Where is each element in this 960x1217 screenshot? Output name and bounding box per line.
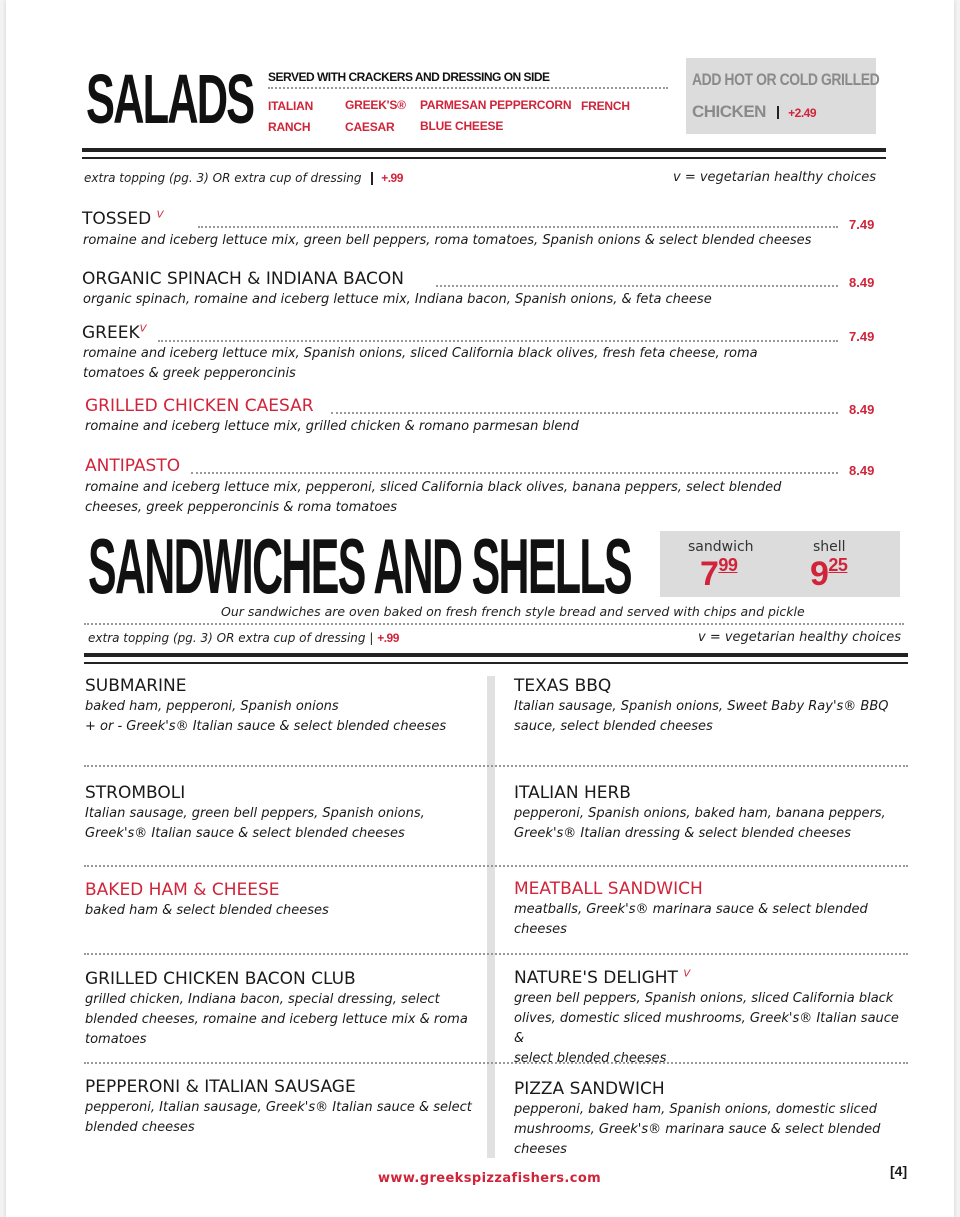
dressing-italian: ITALIAN [268, 99, 314, 113]
salad-price: 8.49 [849, 275, 875, 290]
sandwiches-veg-note: v = vegetarian healthy choices [698, 630, 901, 645]
sandwich-desc: Italian sausage, green bell peppers, Spanish onions, Greek's® Italian sauce & select blended cheeses [85, 806, 425, 841]
salads-rule-top [82, 148, 886, 152]
sandwich-desc: baked ham & select blended cheeses [85, 903, 329, 918]
row-separator [84, 953, 908, 955]
grilled-chicken-box [686, 58, 880, 134]
vegetarian-mark: V [139, 323, 147, 335]
grilled-chicken-price: +2.49 [788, 106, 817, 120]
salad-name: GREEK [82, 323, 140, 343]
price-divider [777, 106, 779, 119]
sandwiches-rule-bottom [84, 662, 908, 664]
sandwich-stromboli: STROMBOLI [85, 783, 186, 803]
salad-item-grilled-chicken-caesar: GRILLED CHICKEN CAESAR [85, 396, 314, 416]
sandwich-name: NATURE'S DELIGHT [514, 968, 678, 988]
salads-extra-price: +.99 [381, 171, 403, 185]
shell-label: shell [813, 539, 846, 555]
sandwich-submarine: SUBMARINE [85, 676, 187, 696]
sandwich-desc: grilled chicken, Indiana bacon, special dressing, select blended cheeses, romaine and iceberg lettuce mix & roma tomatoes [85, 992, 468, 1047]
sandwich-price-box [660, 531, 900, 597]
sandwiches-subtitle: Our sandwiches are oven baked on fresh french style bread and served with chips and pickle [221, 604, 805, 619]
dressing-blue-cheese: BLUE CHEESE [420, 119, 504, 133]
dot-leader [191, 472, 838, 474]
shell-price-cents: 25 [828, 555, 848, 575]
sandwich-price-cents: 99 [718, 555, 738, 575]
served-with-text: SERVED WITH CRACKERS AND DRESSING ON SIDE [268, 70, 550, 84]
sandwich-desc: pepperoni, Italian sausage, Greek's® Italian sauce & select blended cheeses [85, 1100, 472, 1135]
sandwiches-extra-text: extra topping (pg. 3) OR extra cup of dressing | [88, 631, 374, 645]
sandwich-price [700, 555, 737, 594]
salads-extra-text: extra topping (pg. 3) OR extra cup of dressing [84, 171, 362, 185]
grilled-chicken-line2: CHICKEN [692, 102, 766, 121]
salad-item-spinach: ORGANIC SPINACH & INDIANA BACON [82, 269, 404, 289]
dot-leader [436, 285, 838, 287]
dressing-parmesan-peppercorn: PARMESAN PEPPERCORN [420, 98, 572, 112]
dressing-ranch: RANCH [268, 120, 311, 134]
shell-price [810, 555, 847, 594]
sandwich-desc: baked ham, pepperoni, Spanish onions + or - Greek's® Italian sauce & select blended cheeses [85, 699, 447, 734]
sandwiches-extra-price: +.99 [377, 631, 399, 645]
salads-veg-note: v = vegetarian healthy choices [673, 170, 876, 185]
shell-price-whole: 9 [810, 555, 829, 593]
sandwich-pizza: PIZZA SANDWICH [514, 1079, 665, 1099]
salad-desc: organic spinach, romaine and iceberg lettuce mix, Indiana bacon, Spanish onions, & feta cheese [83, 292, 712, 307]
dot-leader [331, 412, 838, 414]
salad-desc: romaine and iceberg lettuce mix, pepperoni, sliced California black olives, banana peppers, select blended cheeses, greek pepperoncinis & roma tomatoes [85, 480, 782, 515]
subtitle-dots [84, 623, 904, 625]
sandwich-texas-bbq: TEXAS BBQ [514, 676, 612, 696]
menu-page [6, 0, 954, 1217]
sandwich-grilled-chicken-bacon-club: GRILLED CHICKEN BACON CLUB [85, 969, 356, 989]
dressing-caesar: CAESAR [345, 120, 395, 134]
sandwich-meatball: MEATBALL SANDWICH [514, 879, 703, 899]
sandwich-label: sandwich [688, 539, 754, 555]
sandwich-desc: pepperoni, Spanish onions, baked ham, banana peppers, Greek's® Italian dressing & select blended cheeses [514, 806, 886, 841]
salads-rule-bottom [82, 157, 886, 159]
salad-item-antipasto: ANTIPASTO [85, 456, 181, 476]
salad-price: 7.49 [849, 217, 875, 232]
sandwich-price-whole: 7 [700, 555, 719, 593]
sandwich-desc: pepperoni, baked ham, Spanish onions, domestic sliced mushrooms, Greek's® marinara sauce & select blended cheeses [514, 1102, 881, 1157]
salad-price: 8.49 [849, 463, 875, 478]
dressing-greeks: GREEK'S® [345, 98, 406, 112]
sandwiches-title: SANDWICHES AND SHELLS [88, 522, 631, 610]
served-with-dots [268, 87, 668, 89]
row-separator [84, 765, 908, 767]
sandwich-desc: green bell peppers, Spanish onions, sliced California black olives, domestic sliced mushrooms, Greek's® Italian sauce & select blended cheeses [514, 991, 899, 1066]
sandwiches-rule-top [84, 653, 908, 657]
grilled-chicken-line1: ADD HOT OR COLD GRILLED [692, 70, 880, 89]
salad-desc: romaine and iceberg lettuce mix, Spanish onions, sliced California black olives, fresh feta cheese, roma tomatoes & greek pepperoncinis [83, 346, 758, 381]
salad-desc: romaine and iceberg lettuce mix, green bell peppers, roma tomatoes, Spanish onions & select blended cheeses [83, 233, 812, 248]
sandwich-natures-delight [514, 968, 690, 988]
sandwich-desc: Italian sausage, Spanish onions, Sweet Baby Ray's® BBQ sauce, select blended cheeses [514, 699, 889, 734]
row-separator [84, 865, 908, 867]
salad-desc: romaine and iceberg lettuce mix, grilled chicken & romano parmesan blend [85, 419, 579, 434]
sandwich-baked-ham-cheese: BAKED HAM & CHEESE [85, 880, 280, 900]
dot-leader [158, 340, 838, 342]
sandwiches-extra-note [88, 631, 399, 645]
salad-item-tossed [82, 209, 163, 229]
salad-name: TOSSED [82, 209, 152, 229]
extra-divider [371, 172, 373, 185]
footer-url[interactable]: www.greekspizzafishers.com [378, 1171, 602, 1186]
page-number: [4] [890, 1163, 908, 1179]
dressing-french: FRENCH [581, 99, 630, 113]
sandwich-italian-herb: ITALIAN HERB [514, 783, 631, 803]
vegetarian-mark: V [156, 209, 164, 221]
salad-item-greek [82, 323, 146, 343]
salads-extra-note [84, 171, 403, 185]
sandwich-pepperoni-italian-sausage: PEPPERONI & ITALIAN SAUSAGE [85, 1077, 356, 1097]
sandwich-desc: meatballs, Greek's® marinara sauce & select blended cheeses [514, 902, 868, 937]
grilled-chicken-line2-wrap [692, 102, 816, 122]
dot-leader [198, 226, 838, 228]
salad-price: 7.49 [849, 329, 875, 344]
salad-price: 8.49 [849, 402, 875, 417]
column-divider [487, 676, 495, 1158]
salads-title: SALADS [86, 60, 254, 138]
vegetarian-mark: V [683, 968, 691, 980]
